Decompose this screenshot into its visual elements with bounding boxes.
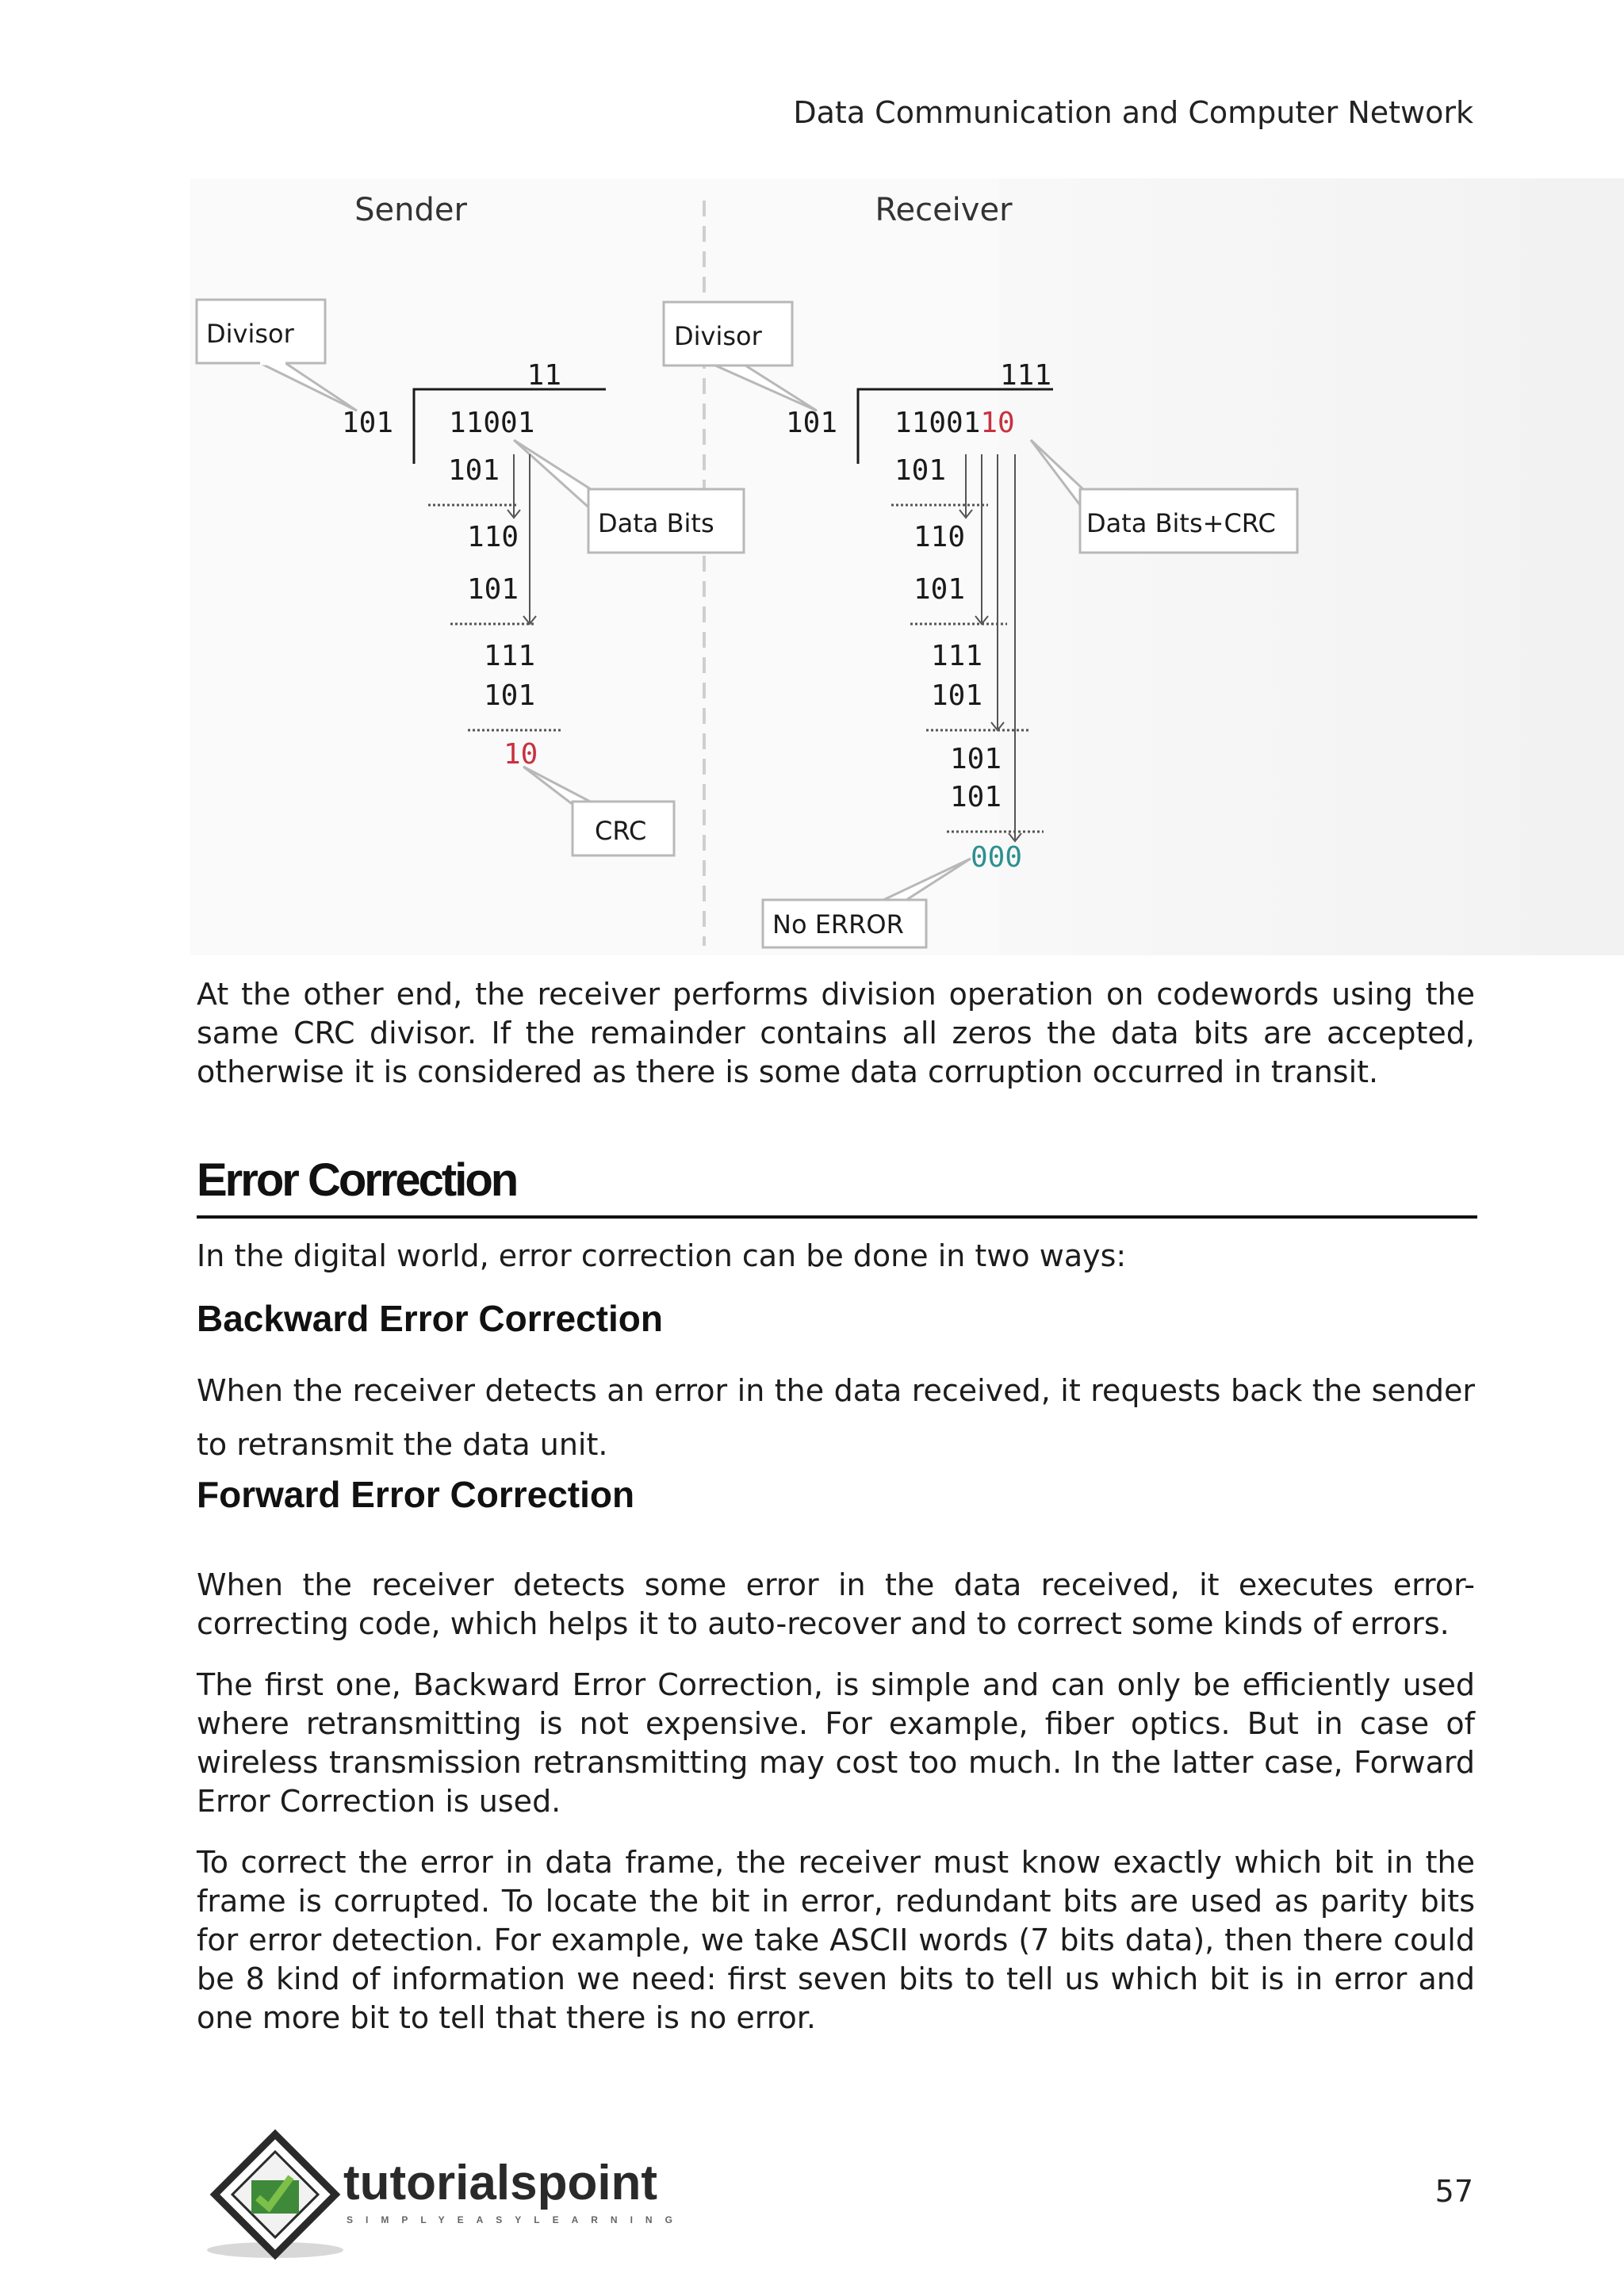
sender-quotient: 11 bbox=[527, 359, 561, 392]
paragraph-intro: In the digital world, error correction can be done in two ways: bbox=[197, 1238, 1127, 1273]
receiver-step: 111 bbox=[931, 640, 983, 672]
sender-dividend: 11001 bbox=[449, 407, 535, 439]
receiver-step: 101 bbox=[950, 743, 1002, 775]
receiver-step: 110 bbox=[914, 521, 966, 553]
receiver-remainder: 000 bbox=[971, 841, 1023, 874]
svg-text:Data Bits: Data Bits bbox=[598, 508, 714, 538]
sender-label: Sender bbox=[354, 192, 467, 228]
sender-step: 111 bbox=[484, 640, 536, 672]
receiver-step: 101 bbox=[914, 573, 966, 606]
subheading-forward: Forward Error Correction bbox=[197, 1474, 635, 1515]
receiver-step: 101 bbox=[894, 454, 947, 487]
svg-text:No ERROR: No ERROR bbox=[772, 909, 904, 939]
svg-text:Divisor: Divisor bbox=[206, 319, 294, 349]
receiver-step: 101 bbox=[950, 781, 1002, 813]
sender-divisor: 101 bbox=[341, 407, 393, 439]
section-title-error-correction: Error Correction bbox=[197, 1154, 517, 1206]
tutorialspoint-logo bbox=[202, 2125, 726, 2263]
receiver-divisor: 101 bbox=[785, 407, 837, 439]
paragraph-forward: When the receiver detects some error in the data received, it executes error-correcting code, which helps it to auto-recover and to correct some kinds of errors. bbox=[197, 1567, 1475, 1641]
sender-step: 101 bbox=[467, 573, 519, 606]
sender-step: 110 bbox=[467, 521, 519, 553]
sender-step: 101 bbox=[448, 454, 500, 487]
svg-text:Data Bits+CRC: Data Bits+CRC bbox=[1086, 508, 1276, 538]
running-header: Data Communication and Computer Network bbox=[793, 95, 1473, 130]
paragraph-receiver-division: At the other end, the receiver performs division operation on codewords using the same CRC divisor. If the remainder contains all zeros the data bits are accepted, otherwise it is considered as there is some data corruption occurred in transit. bbox=[197, 977, 1475, 1089]
page-number: 57 bbox=[1434, 2174, 1473, 2209]
svg-text:CRC: CRC bbox=[595, 816, 647, 846]
logo-wordmark: tutorialspoint bbox=[343, 2156, 658, 2210]
paragraph-backward: When the receiver detects an error in the data received, it requests back the sender to retransmit the data unit. bbox=[197, 1373, 1475, 1462]
receiver-dividend: 1100110 bbox=[894, 407, 1015, 439]
sender-step: 101 bbox=[484, 679, 536, 712]
section-divider bbox=[197, 1215, 1477, 1219]
crc-division-diagram bbox=[190, 178, 1624, 955]
receiver-step: 101 bbox=[931, 679, 983, 712]
receiver-quotient: 111 bbox=[999, 359, 1051, 392]
logo-tagline: SIMPLYEASYLEARNING bbox=[347, 2214, 685, 2225]
paragraph-comparison: The first one, Backward Error Correction, is simple and can only be efficiently used where retransmitting is not expensive. For example, fiber optics. But in case of wireless transmission retransmitting may cost too much. In the latter case, Forward Error Correction is used. bbox=[197, 1667, 1475, 1819]
subheading-backward: Backward Error Correction bbox=[197, 1298, 663, 1339]
paragraph-parity: To correct the error in data frame, the receiver must know exactly which bit in the frame is corrupted. To locate the bit in error, redundant bits are used as parity bits for error detection. For example, we take ASCII words (7 bits data), then there could be 8 kind of information we need: first seven bits to tell us which bit is in error and one more bit to tell that there is no error. bbox=[197, 1845, 1475, 2035]
svg-text:Divisor: Divisor bbox=[674, 321, 762, 351]
sender-remainder: 10 bbox=[504, 738, 538, 771]
receiver-label: Receiver bbox=[875, 192, 1013, 228]
